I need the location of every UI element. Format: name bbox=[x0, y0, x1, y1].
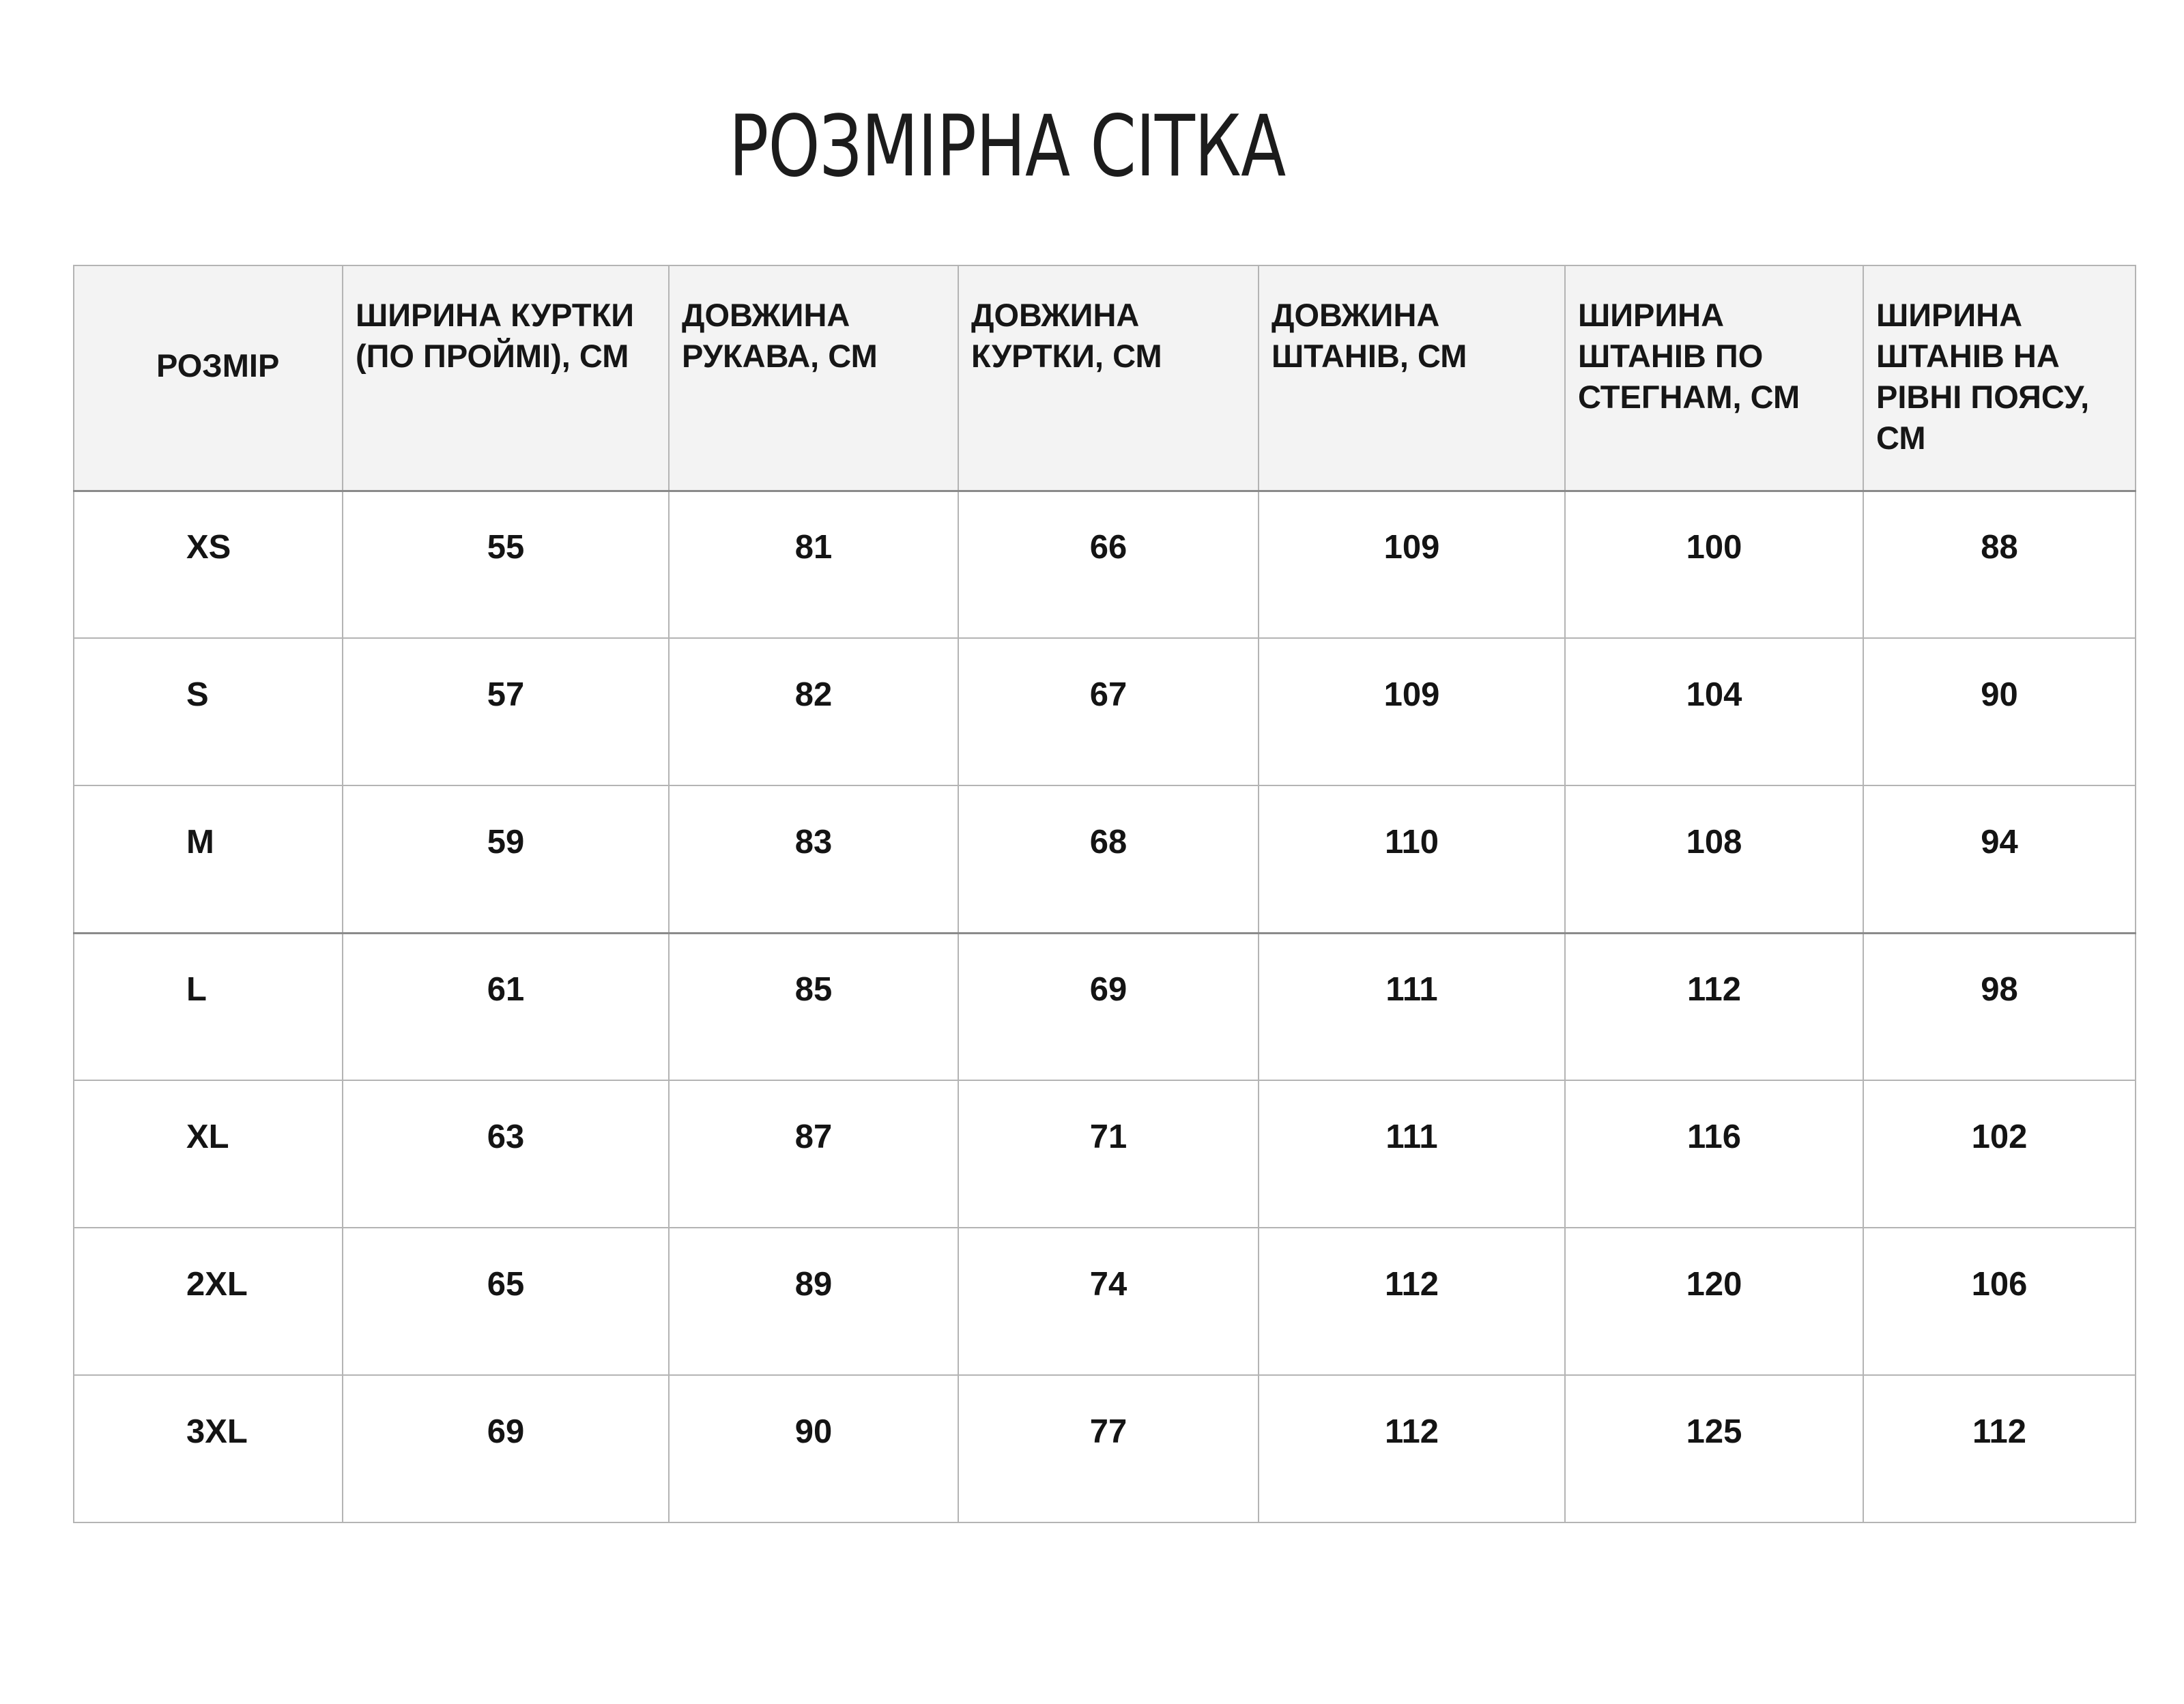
cell-size: S bbox=[74, 638, 343, 785]
header-pants-waist-width: ШИРИНА ШТАНІВ НА РІВНІ ПОЯСУ, СМ bbox=[1863, 265, 2136, 491]
table-row bbox=[74, 638, 2136, 785]
size-chart-table bbox=[73, 265, 2136, 1523]
cell-jacket-width: 65 bbox=[343, 1228, 669, 1375]
cell-size: XS bbox=[74, 491, 343, 638]
cell-jacket-length: 67 bbox=[958, 638, 1259, 785]
cell-pants-waist-width: 90 bbox=[1863, 638, 2136, 785]
cell-pants-waist-width: 106 bbox=[1863, 1228, 2136, 1375]
table-row bbox=[74, 785, 2136, 933]
table-row bbox=[74, 491, 2136, 638]
cell-jacket-length: 66 bbox=[958, 491, 1259, 638]
cell-jacket-width: 57 bbox=[343, 638, 669, 785]
cell-sleeve-length: 81 bbox=[669, 491, 958, 638]
table-row bbox=[74, 1228, 2136, 1375]
header-sleeve-length: ДОВЖИНА РУКАВА, СМ bbox=[669, 265, 958, 491]
cell-size: L bbox=[74, 933, 343, 1080]
cell-jacket-length: 71 bbox=[958, 1080, 1259, 1228]
header-jacket-width: ШИРИНА КУРТКИ (ПО ПРОЙМІ), СМ bbox=[343, 265, 669, 491]
cell-sleeve-length: 90 bbox=[669, 1375, 958, 1522]
page-title: РОЗМІРНА СІТКА bbox=[729, 98, 1286, 196]
cell-pants-waist-width: 88 bbox=[1863, 491, 2136, 638]
cell-jacket-length: 69 bbox=[958, 933, 1259, 1080]
cell-jacket-width: 69 bbox=[343, 1375, 669, 1522]
cell-jacket-length: 77 bbox=[958, 1375, 1259, 1522]
cell-pants-hip-width: 112 bbox=[1565, 933, 1863, 1080]
cell-pants-waist-width: 112 bbox=[1863, 1375, 2136, 1522]
cell-size: M bbox=[74, 785, 343, 933]
cell-pants-hip-width: 120 bbox=[1565, 1228, 1863, 1375]
cell-pants-length: 111 bbox=[1259, 933, 1565, 1080]
cell-pants-hip-width: 104 bbox=[1565, 638, 1863, 785]
cell-pants-hip-width: 108 bbox=[1565, 785, 1863, 933]
cell-sleeve-length: 83 bbox=[669, 785, 958, 933]
cell-pants-waist-width: 94 bbox=[1863, 785, 2136, 933]
cell-jacket-width: 63 bbox=[343, 1080, 669, 1228]
table-row bbox=[74, 933, 2136, 1080]
cell-pants-hip-width: 100 bbox=[1565, 491, 1863, 638]
header-jacket-length: ДОВЖИНА КУРТКИ, СМ bbox=[958, 265, 1259, 491]
header-pants-hip-width: ШИРИНА ШТАНІВ ПО СТЕГНАМ, СМ bbox=[1565, 265, 1863, 491]
cell-size: XL bbox=[74, 1080, 343, 1228]
header-size: РОЗМІР bbox=[74, 265, 343, 491]
cell-size: 2XL bbox=[74, 1228, 343, 1375]
cell-jacket-length: 74 bbox=[958, 1228, 1259, 1375]
cell-pants-hip-width: 125 bbox=[1565, 1375, 1863, 1522]
table-row bbox=[74, 1375, 2136, 1522]
cell-pants-length: 110 bbox=[1259, 785, 1565, 933]
cell-jacket-length: 68 bbox=[958, 785, 1259, 933]
cell-pants-hip-width: 116 bbox=[1565, 1080, 1863, 1228]
cell-size: 3XL bbox=[74, 1375, 343, 1522]
cell-jacket-width: 59 bbox=[343, 785, 669, 933]
cell-pants-length: 109 bbox=[1259, 491, 1565, 638]
header-pants-length: ДОВЖИНА ШТАНІВ, СМ bbox=[1259, 265, 1565, 491]
cell-jacket-width: 55 bbox=[343, 491, 669, 638]
cell-pants-waist-width: 98 bbox=[1863, 933, 2136, 1080]
cell-pants-length: 109 bbox=[1259, 638, 1565, 785]
cell-sleeve-length: 85 bbox=[669, 933, 958, 1080]
cell-pants-length: 112 bbox=[1259, 1228, 1565, 1375]
cell-pants-length: 111 bbox=[1259, 1080, 1565, 1228]
cell-sleeve-length: 82 bbox=[669, 638, 958, 785]
cell-jacket-width: 61 bbox=[343, 933, 669, 1080]
cell-pants-waist-width: 102 bbox=[1863, 1080, 2136, 1228]
cell-sleeve-length: 87 bbox=[669, 1080, 958, 1228]
table-row bbox=[74, 1080, 2136, 1228]
table-header-row bbox=[74, 265, 2136, 491]
cell-pants-length: 112 bbox=[1259, 1375, 1565, 1522]
cell-sleeve-length: 89 bbox=[669, 1228, 958, 1375]
